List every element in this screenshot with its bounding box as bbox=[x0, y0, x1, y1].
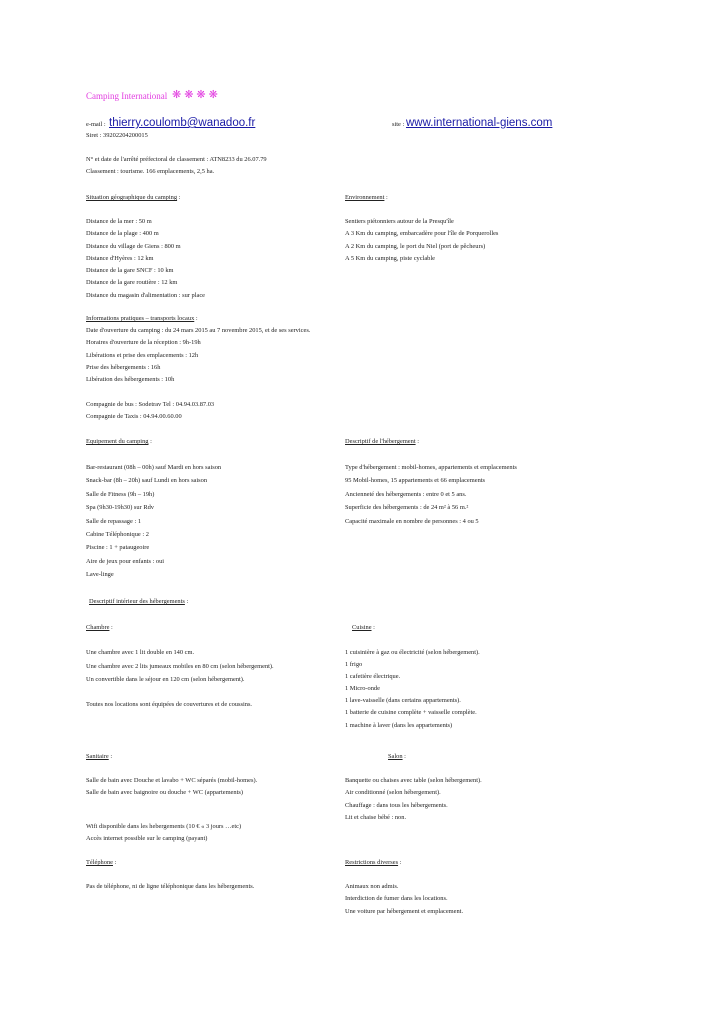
infos-heading: Informations pratiques – transports locaux : bbox=[86, 315, 198, 322]
list-item: A 3 Km du camping, embarcadère pour l'île de Porquerolles bbox=[345, 230, 499, 238]
list-item: Une chambre avec 1 lit double en 140 cm. bbox=[86, 649, 195, 656]
chambre-heading: Chambre : bbox=[86, 624, 113, 631]
list-item: Compagnie de Taxis : 04.94.00.60.00 bbox=[86, 413, 182, 421]
list-item: 95 Mobil-homes, 15 appartements et 66 emplacements bbox=[345, 477, 486, 485]
list-item: 1 cafetière électrique. bbox=[345, 673, 401, 681]
list-item: Superficie des hébergements : de 24 m² à 56 m.² bbox=[345, 504, 469, 512]
list-item: Libération des hébergements : 10h bbox=[86, 376, 175, 384]
list-item: Snack-bar (8h – 20h) sauf Lundi en hors saison bbox=[86, 477, 208, 485]
situation-list bbox=[86, 219, 205, 299]
list-item: Sentiers piétonniers autour de la Presqu'île bbox=[345, 218, 454, 225]
list-item: Chauffage : dans tous les hébergements. bbox=[345, 801, 448, 809]
list-item: Accès internet possible sur le camping (payant) bbox=[86, 835, 208, 843]
list-item: Distance du village de Giens : 800 m bbox=[86, 242, 181, 250]
list-item: Capacité maximale en nombre de personnes : 4 ou 5 bbox=[345, 517, 479, 525]
list-item: Interdiction de fumer dans les locations. bbox=[345, 895, 448, 903]
list-item: Date d'ouverture du camping : du 24 mars 2015 au 7 novembre 2015, et de ses services. bbox=[86, 327, 311, 334]
environnement-list bbox=[345, 219, 498, 262]
list-item: Aire de jeux pour enfants : oui bbox=[86, 557, 165, 565]
list-item: Animaux non admis. bbox=[345, 883, 399, 890]
chambre-list bbox=[86, 650, 274, 684]
camping-title: Camping International bbox=[86, 91, 168, 101]
list-item: Distance du magasin d'alimentation : sur place bbox=[86, 291, 205, 299]
list-item: 1 Micro-onde bbox=[345, 685, 380, 693]
list-item: Distance de la gare SNCF : 10 km bbox=[86, 267, 174, 275]
list-item: Ancienneté des hébergements : entre 0 et 5 ans. bbox=[345, 490, 467, 498]
rating-stars: ❋❋❋❋ bbox=[172, 89, 221, 101]
list-item: Cabine Téléphonique : 2 bbox=[86, 531, 149, 539]
list-item: Compagnie de bus : Sodetrav Tel : 04.94.03.87.03 bbox=[86, 401, 215, 408]
list-item: Air conditionné (selon hébergement). bbox=[345, 789, 441, 797]
sanitaire-heading: Sanitaire : bbox=[86, 753, 113, 760]
list-item: Salle de bain avec baignoire ou douche + WC (appartements) bbox=[86, 789, 243, 797]
list-item: Salle de repassage : 1 bbox=[86, 517, 142, 525]
list-item: Un convertible dans le séjour en 120 cm (selon hébergement). bbox=[86, 676, 245, 684]
list-item: Wifi disponible dans les hebergements (10 € « 3 jours …etc) bbox=[86, 823, 242, 830]
list-item: Type d'hébergement : mobil-homes, appartements et emplacements bbox=[345, 464, 517, 471]
equipement-list bbox=[86, 465, 221, 579]
list-item: Horaires d'ouverture de la réception : 9h-19h bbox=[86, 339, 201, 347]
list-item: 1 frigo bbox=[345, 661, 363, 669]
restrictions-heading: Restrictions diverses : bbox=[345, 859, 402, 866]
list-item: Lave-linge bbox=[86, 571, 114, 579]
list-item: Une chambre avec 2 lits jumeaux mobiles en 80 cm (selon hébergement). bbox=[86, 662, 274, 670]
cuisine-list bbox=[345, 650, 480, 729]
list-item: Lit et chaise bébé : non. bbox=[345, 813, 407, 821]
email-label: e-mail : bbox=[86, 121, 106, 128]
site-link[interactable]: www.international-giens.com bbox=[406, 117, 553, 129]
infos-list bbox=[86, 328, 310, 384]
list-item: A 5 Km du camping, piste cyclable bbox=[345, 254, 435, 262]
list-item: 1 batterie de cuisine complète + vaisselle complète. bbox=[345, 709, 477, 717]
list-item: 1 cuisinière à gaz ou électricité (selon hébergement). bbox=[345, 649, 480, 656]
chambre-note: Toutes nos locations sont équipées de couvertures et de coussins. bbox=[86, 701, 253, 708]
wifi-list bbox=[86, 824, 241, 843]
list-item: Libérations et prise des emplacements : 12h bbox=[86, 351, 199, 359]
email-link[interactable]: thierry.coulomb@wanadoo.fr bbox=[109, 117, 256, 129]
list-item: 1 lave-vaisselle (dans certains appartements). bbox=[345, 697, 461, 705]
list-item: Banquette ou chaises avec table (selon hébergement). bbox=[345, 777, 482, 784]
classement-block bbox=[86, 157, 267, 175]
list-item: Distance de la mer : 50 m bbox=[86, 218, 152, 225]
salon-heading: Salon : bbox=[388, 753, 406, 760]
classement-line: Classement : tourisme. 166 emplacements, 2,5 ha. bbox=[86, 167, 215, 175]
classement-line: N° et date de l'arrêté préfectoral de classement : ATN8233 du 26.07.79 bbox=[86, 156, 267, 163]
list-item: Une voiture par hébergement et emplacement. bbox=[345, 907, 464, 915]
list-item: Bar-restaurant (08h – 00h) sauf Mardi en hors saison bbox=[86, 464, 222, 471]
list-item: Salle de bain avec Douche et lavabo + WC séparés (mobil-homes). bbox=[86, 777, 258, 784]
environnement-heading: Environnement : bbox=[345, 194, 388, 201]
siret: Siret : 39202204200015 bbox=[86, 132, 148, 139]
list-item: Spa (9h30-19h30) sur Rdv bbox=[86, 504, 154, 512]
list-item: 1 machine à laver (dans les appartements) bbox=[345, 721, 453, 729]
salon-list bbox=[345, 778, 482, 821]
equipement-heading: Equipement du camping : bbox=[86, 438, 152, 445]
list-item: Distance de la gare routière : 12 km bbox=[86, 279, 178, 287]
descriptif-heading: Descriptif de l'hébergement : bbox=[345, 438, 419, 445]
restrictions-list bbox=[345, 884, 463, 915]
list-item: Distance d'Hyères : 12 km bbox=[86, 254, 154, 262]
site-label: site : bbox=[392, 121, 405, 128]
situation-heading: Situation géographique du camping : bbox=[86, 194, 181, 201]
list-item: Piscine : 1 + pataugeoire bbox=[86, 544, 150, 552]
cuisine-heading: Cuisine : bbox=[352, 624, 375, 631]
telephone-heading: Téléphone : bbox=[86, 859, 117, 866]
sanitaire-list bbox=[86, 778, 257, 797]
transport-list bbox=[86, 402, 214, 421]
list-item: Pas de téléphone, ni de ligne téléphonique dans les hébergements. bbox=[86, 883, 255, 890]
list-item: Prise des hébergements : 16h bbox=[86, 363, 161, 371]
interieur-heading: Descriptif intérieur des hébergements : bbox=[89, 598, 189, 605]
descriptif-list bbox=[345, 465, 517, 525]
list-item: A 2 Km du camping, le port du Niel (port de pêcheurs) bbox=[345, 242, 486, 250]
list-item: Salle de Fitness (9h – 19h) bbox=[86, 490, 155, 498]
list-item: Distance de la plage : 400 m bbox=[86, 230, 159, 238]
